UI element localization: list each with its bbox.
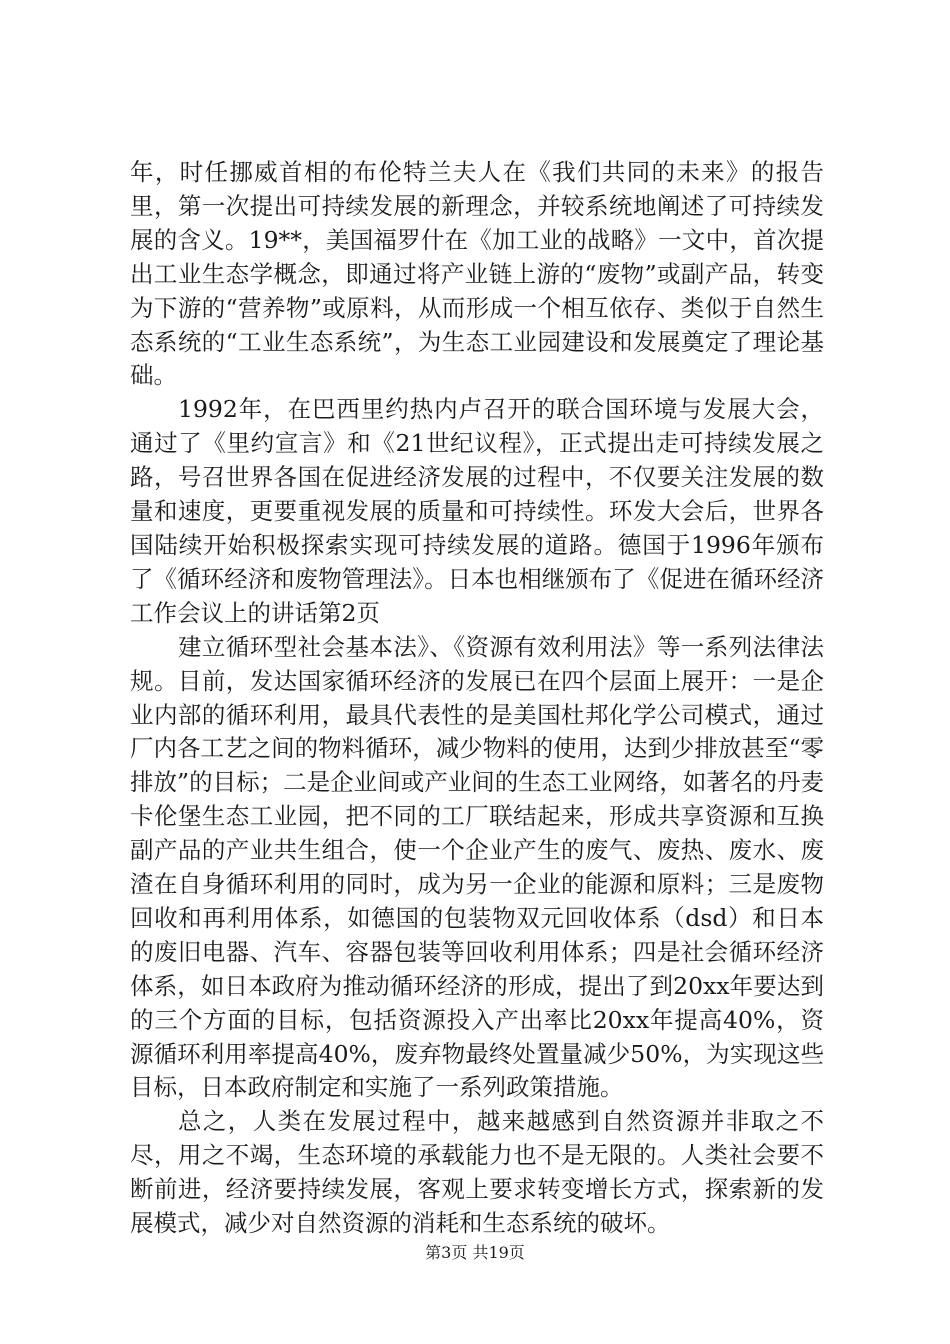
document-page [130, 156, 824, 1241]
paragraph-1: 年，时任挪威首相的布伦特兰夫人在《我们共同的未来》的报告里，第一次提出可持续发展的新理念，并较系统地阐述了可持续发展的含义。19**，美国福罗什在《加工业的战略》一文中，首次提出工业生态学概念，即通过将产业链上游的“废物”或副产品，转变为下游的“营养物”或原料，从而形成一个相互依存、类似于自然生态系统的“工业生态系统”，为生态工业园建设和发展奠定了理论基础。 [130, 158, 824, 390]
page-footer: 第3页 共19页 [425, 1243, 525, 1262]
paragraph-3: 建立循环型社会基本法》、《资源有效利用法》等一系列法律法规。目前，发达国家循环经济的发展已在四个层面上展开：一是企业内部的循环利用，最具代表性的是美国杜邦化学公司模式，通过厂内各工艺之间的物料循环，减少物料的使用，达到少排放甚至“零排放”的目标；二是企业间或产业间的生态工业网络，如著名的丹麦卡伦堡生态工业园，把不同的工厂联结起来，形成共享资源和互换副产品的产业共生组合，使一个企业产生的废气、废热、废水、废渣在自身循环利用的同时，成为另一企业的能源和原料；三是废物回收和再利用体系，如德国的包装物双元回收体系（dsd）和日本的废旧电器、汽车、容器包装等回收利用体系；四是社会循环经济体系，如日本政府为推动循环经济的形成，提出了到20xx年要达到的三个方面的目标，包括资源投入产出率比20xx年提高40%，资源循环利用率提高40%，废弃物最终处置量减少50%，为实现这些目标，日本政府制定和实施了一系列政策措施。 [130, 632, 824, 1102]
paragraph-4: 总之，人类在发展过程中，越来越感到自然资源并非取之不尽，用之不竭，生态环境的承载能力也不是无限的。人类社会要不断前进，经济要持续发展，客观上要求转变增长方式，探索新的发展模式，减少对自然资源的消耗和生态系统的破坏。 [130, 1107, 824, 1238]
paragraph-2: 1992年，在巴西里约热内卢召开的联合国环境与发展大会，通过了《里约宣言》和《21世纪议程》，正式提出走可持续发展之路，号召世界各国在促进经济发展的过程中，不仅要关注发展的数量和速度，更要重视发展的质量和可持续性。环发大会后，世界各国陆续开始积极探索实现可持续发展的道路。德国于1996年颁布了《循环经济和废物管理法》。日本也相继颁布了《促进在循环经济工作会议上的讲话第2页 [130, 395, 824, 627]
